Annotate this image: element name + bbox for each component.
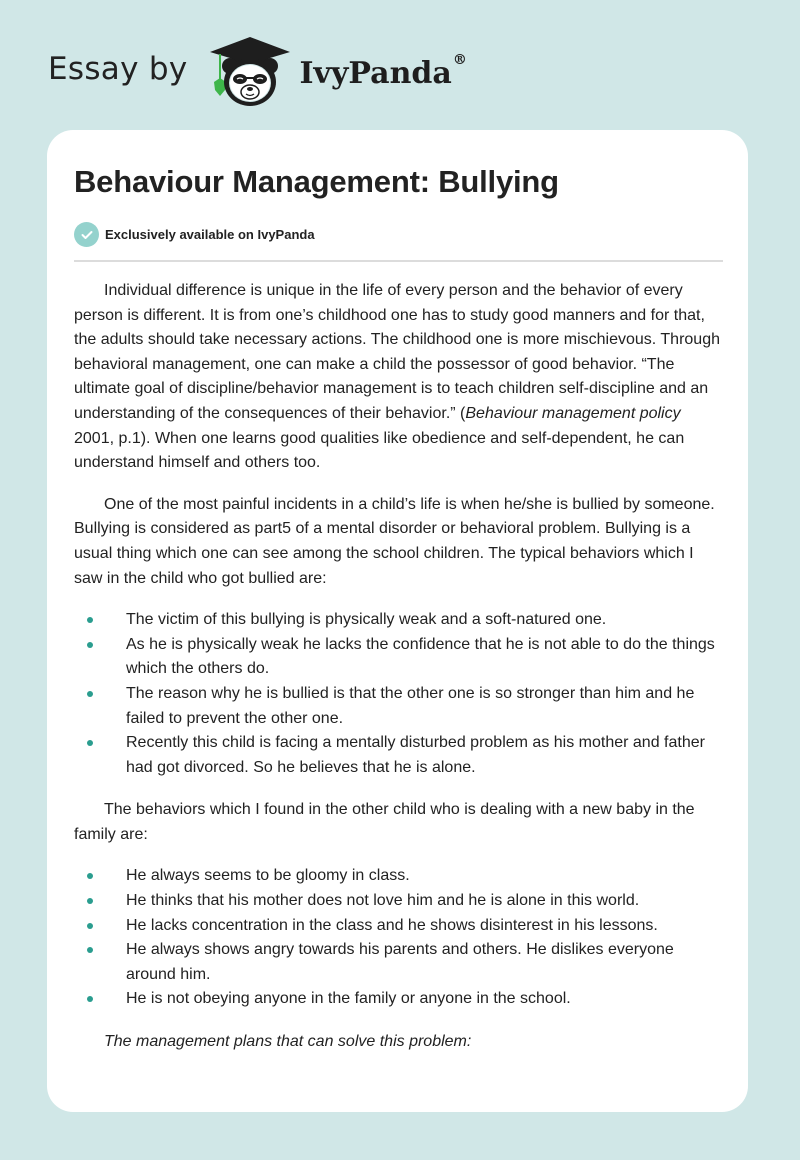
essay-card	[47, 130, 748, 1112]
new-baby-child-behaviors-list	[74, 864, 724, 1012]
list-item: The victim of this bullying is physically weak and a soft-natured one.	[74, 608, 724, 633]
exclusive-label: Exclusively available on IvyPanda	[105, 227, 315, 242]
paragraph-4-subheading: The management plans that can solve this problem:	[104, 1033, 472, 1051]
essay-body	[74, 279, 724, 1055]
list-item: As he is physically weak he lacks the confidence that he is not able to do the things which the others do.	[74, 633, 724, 682]
list-item: He lacks concentration in the class and he shows disinterest in his lessons.	[74, 914, 724, 939]
page-title: Behaviour Management: Bullying	[74, 164, 559, 199]
bullet-icon	[87, 873, 93, 879]
bullet-icon	[87, 923, 93, 929]
exclusive-badge	[74, 222, 315, 247]
bullet-icon	[87, 740, 93, 746]
bullet-icon	[87, 642, 93, 648]
list-item: He always shows angry towards his parents and others. He dislikes everyone around him.	[74, 938, 724, 987]
citation: Behaviour management policy	[465, 404, 681, 422]
title-divider	[74, 260, 723, 262]
bullet-icon	[87, 947, 93, 953]
bullet-icon	[87, 996, 93, 1002]
list-item: Recently this child is facing a mentally disturbed problem as his mother and father had got divorced. So he believes that he is alone.	[74, 731, 724, 780]
site-header-brand[interactable]	[48, 34, 467, 110]
brand-prefix: Essay by	[48, 51, 188, 87]
brand-name: IvyPanda®	[299, 51, 467, 91]
paragraph-1: Individual difference is unique in the life of every person and the behavior of every person is different. It is from one’s childhood one has to study good manners and for that, the adults should take necessary actions. The childhood one is more mischievous. Through behavioral management, one can make a child the possessor of good behavior. “The ultimate goal of discipline/behavior management is to teach children self-discipline and an understanding of the consequences of their behavior.” (Behaviour management policy 2001, p.1). When one learns good qualities like obedience and self-dependent, he can understand himself and others too.	[74, 282, 720, 472]
list-item: He always seems to be gloomy in class.	[74, 864, 724, 889]
check-circle-icon	[74, 222, 99, 247]
paragraph-3: The behaviors which I found in the other child who is dealing with a new baby in the family are:	[74, 801, 695, 843]
bullet-icon	[87, 691, 93, 697]
registered-mark: ®	[452, 51, 467, 68]
list-item: He thinks that his mother does not love him and he is alone in this world.	[74, 889, 724, 914]
paragraph-2: One of the most painful incidents in a child’s life is when he/she is bullied by someone. Bullying is considered as part5 of a mental disorder or behavioral problem. Bullying is a usual thing which one can see among the school children. The typical behaviors which I saw in the child who got bullied are:	[74, 495, 715, 587]
list-item: He is not obeying anyone in the family or anyone in the school.	[74, 987, 724, 1012]
panda-graduate-logo-icon	[206, 34, 294, 110]
bullied-child-behaviors-list	[74, 608, 724, 780]
bullet-icon	[87, 898, 93, 904]
list-item: The reason why he is bullied is that the other one is so stronger than him and he failed to prevent the other one.	[74, 682, 724, 731]
bullet-icon	[87, 617, 93, 623]
